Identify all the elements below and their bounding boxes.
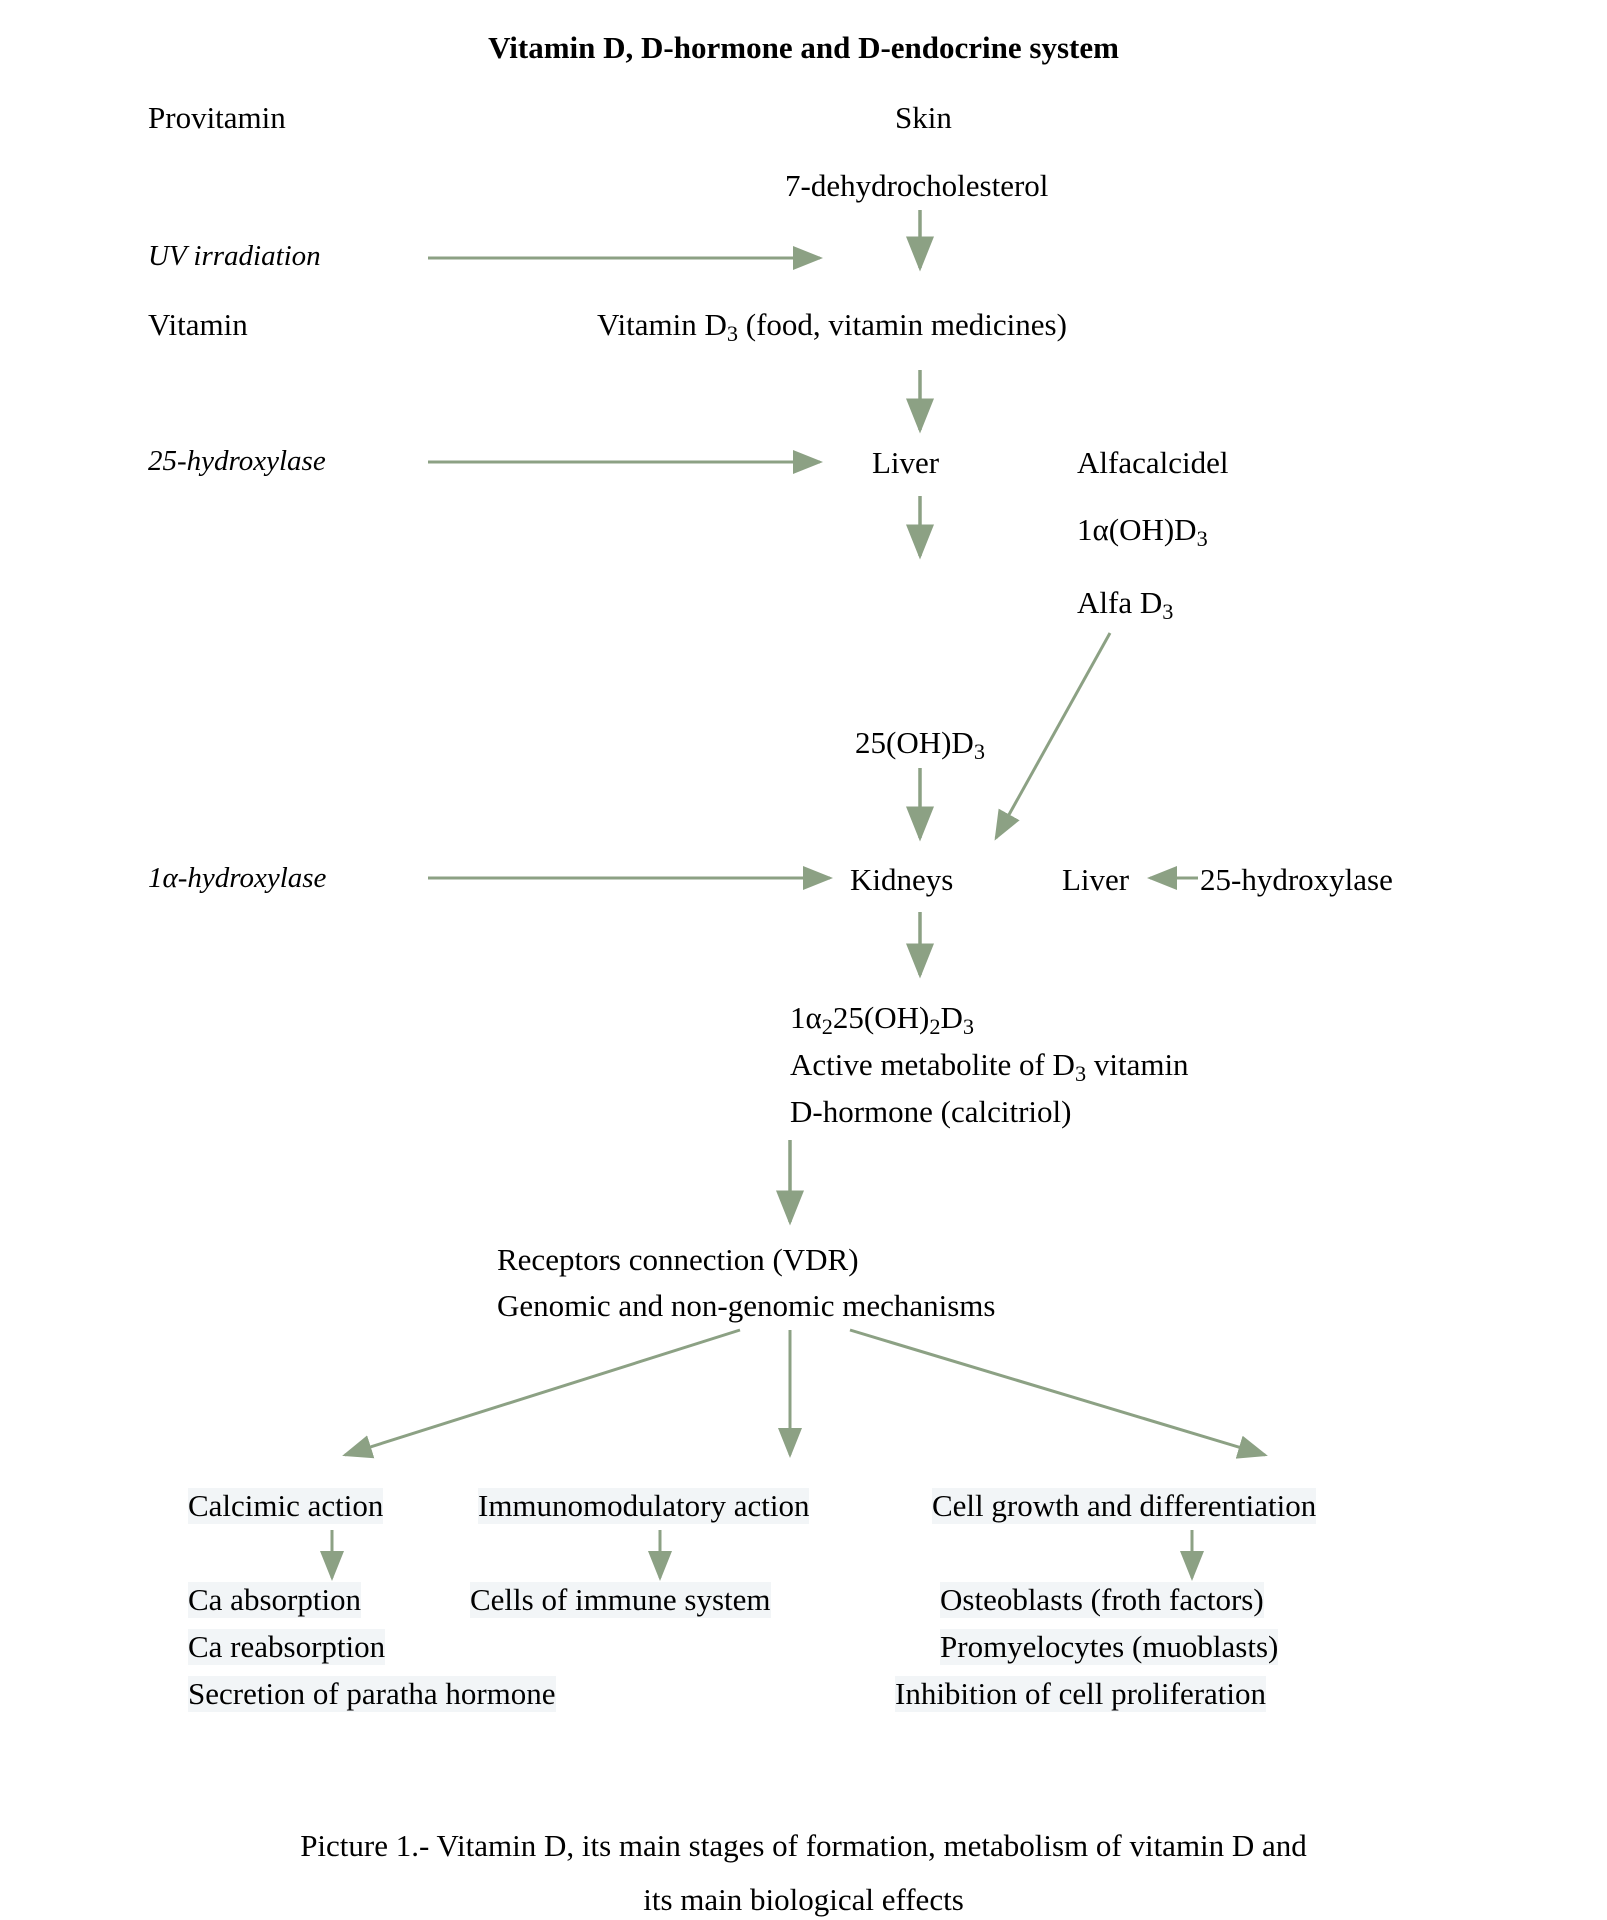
label-kidneys: Kidneys [850,862,954,897]
vitamin-d3-text: Vitamin D [597,307,727,342]
active-metabolite-subscript: 3 [1074,1061,1087,1087]
label-25-hydroxylase-right: 25-hydroxylase [1200,862,1393,897]
oh-d3-25-text: 25(OH)D [855,725,974,760]
label-alfa-d3 [1077,585,1173,625]
calcitriol-formula-sub1: 2 [821,1014,833,1040]
label-7-dehydrocholesterol: 7-dehydrocholesterol [785,168,1049,203]
caption-line-2: its main biological effects [643,1882,964,1917]
label-25-oh-d3 [855,725,985,765]
calcitriol-formula-sub2: 2 [929,1014,941,1040]
label-25-hydroxylase: 25-hydroxylase [148,445,326,477]
caption-line-1: Picture 1.- Vitamin D, its main stages of formation, metabolism of vitamin D and [300,1828,1307,1863]
alfa-d3-subscript: 3 [1162,599,1174,625]
calcitriol-formula-sub3: 3 [962,1014,975,1040]
label-receptors-connection: Receptors connection (VDR) [497,1242,859,1277]
label-liver: Liver [872,445,940,480]
one-alpha-oh-subscript: 3 [1196,526,1208,552]
label-vitamin-d3 [597,307,1067,347]
calcitriol-formula-c: D [940,1000,963,1035]
vitamin-d3-subscript: 3 [726,321,739,347]
label-provitamin: Provitamin [148,100,286,135]
label-inhibition-cell-proliferation: Inhibition of cell proliferation [895,1676,1267,1711]
calcitriol-formula-a: 1α [790,1000,822,1035]
active-metabolite-b: vitamin [1086,1047,1189,1082]
label-active-metabolite [790,1047,1189,1087]
label-liver-2: Liver [1062,862,1130,897]
label-d-hormone: D-hormone (calcitriol) [790,1094,1072,1129]
label-osteoblasts: Osteoblasts (froth factors) [940,1582,1264,1617]
diagram-title: Vitamin D, D-hormone and D-endocrine system [488,30,1119,65]
label-ca-reabsorption: Ca reabsorption [188,1629,386,1664]
one-alpha-oh-text: 1α(OH)D [1077,512,1197,547]
oh-d3-25-subscript: 3 [973,739,985,765]
alfa-d3-text: Alfa D [1077,585,1163,620]
label-skin: Skin [895,100,952,135]
label-1alpha-hydroxylase: 1α-hydroxylase [148,862,327,894]
vitamin-d3-source: (food, vitamin medicines) [745,307,1067,342]
label-ca-absorption: Ca absorption [188,1582,362,1617]
label-cell-growth: Cell growth and differentiation [932,1488,1317,1523]
label-calcitriol-formula [790,1000,974,1040]
label-secretion-paratha-hormone: Secretion of paratha hormone [188,1676,556,1711]
label-promyelocytes: Promyelocytes (muoblasts) [940,1629,1279,1664]
label-calcimic-action: Calcimic action [188,1488,384,1523]
label-cells-immune-system: Cells of immune system [470,1582,771,1617]
label-vitamin: Vitamin [148,307,248,342]
label-alfacalcidel: Alfacalcidel [1077,445,1229,480]
label-1alpha-oh-d3 [1077,512,1208,552]
label-uv-irradiation: UV irradiation [148,240,321,272]
label-immunomodulatory-action: Immunomodulatory action [478,1488,810,1523]
label-genomic-mechanisms: Genomic and non-genomic mechanisms [497,1288,996,1323]
calcitriol-formula-b: 25(OH) [832,1000,930,1035]
active-metabolite-a: Active metabolite of D [790,1047,1075,1082]
